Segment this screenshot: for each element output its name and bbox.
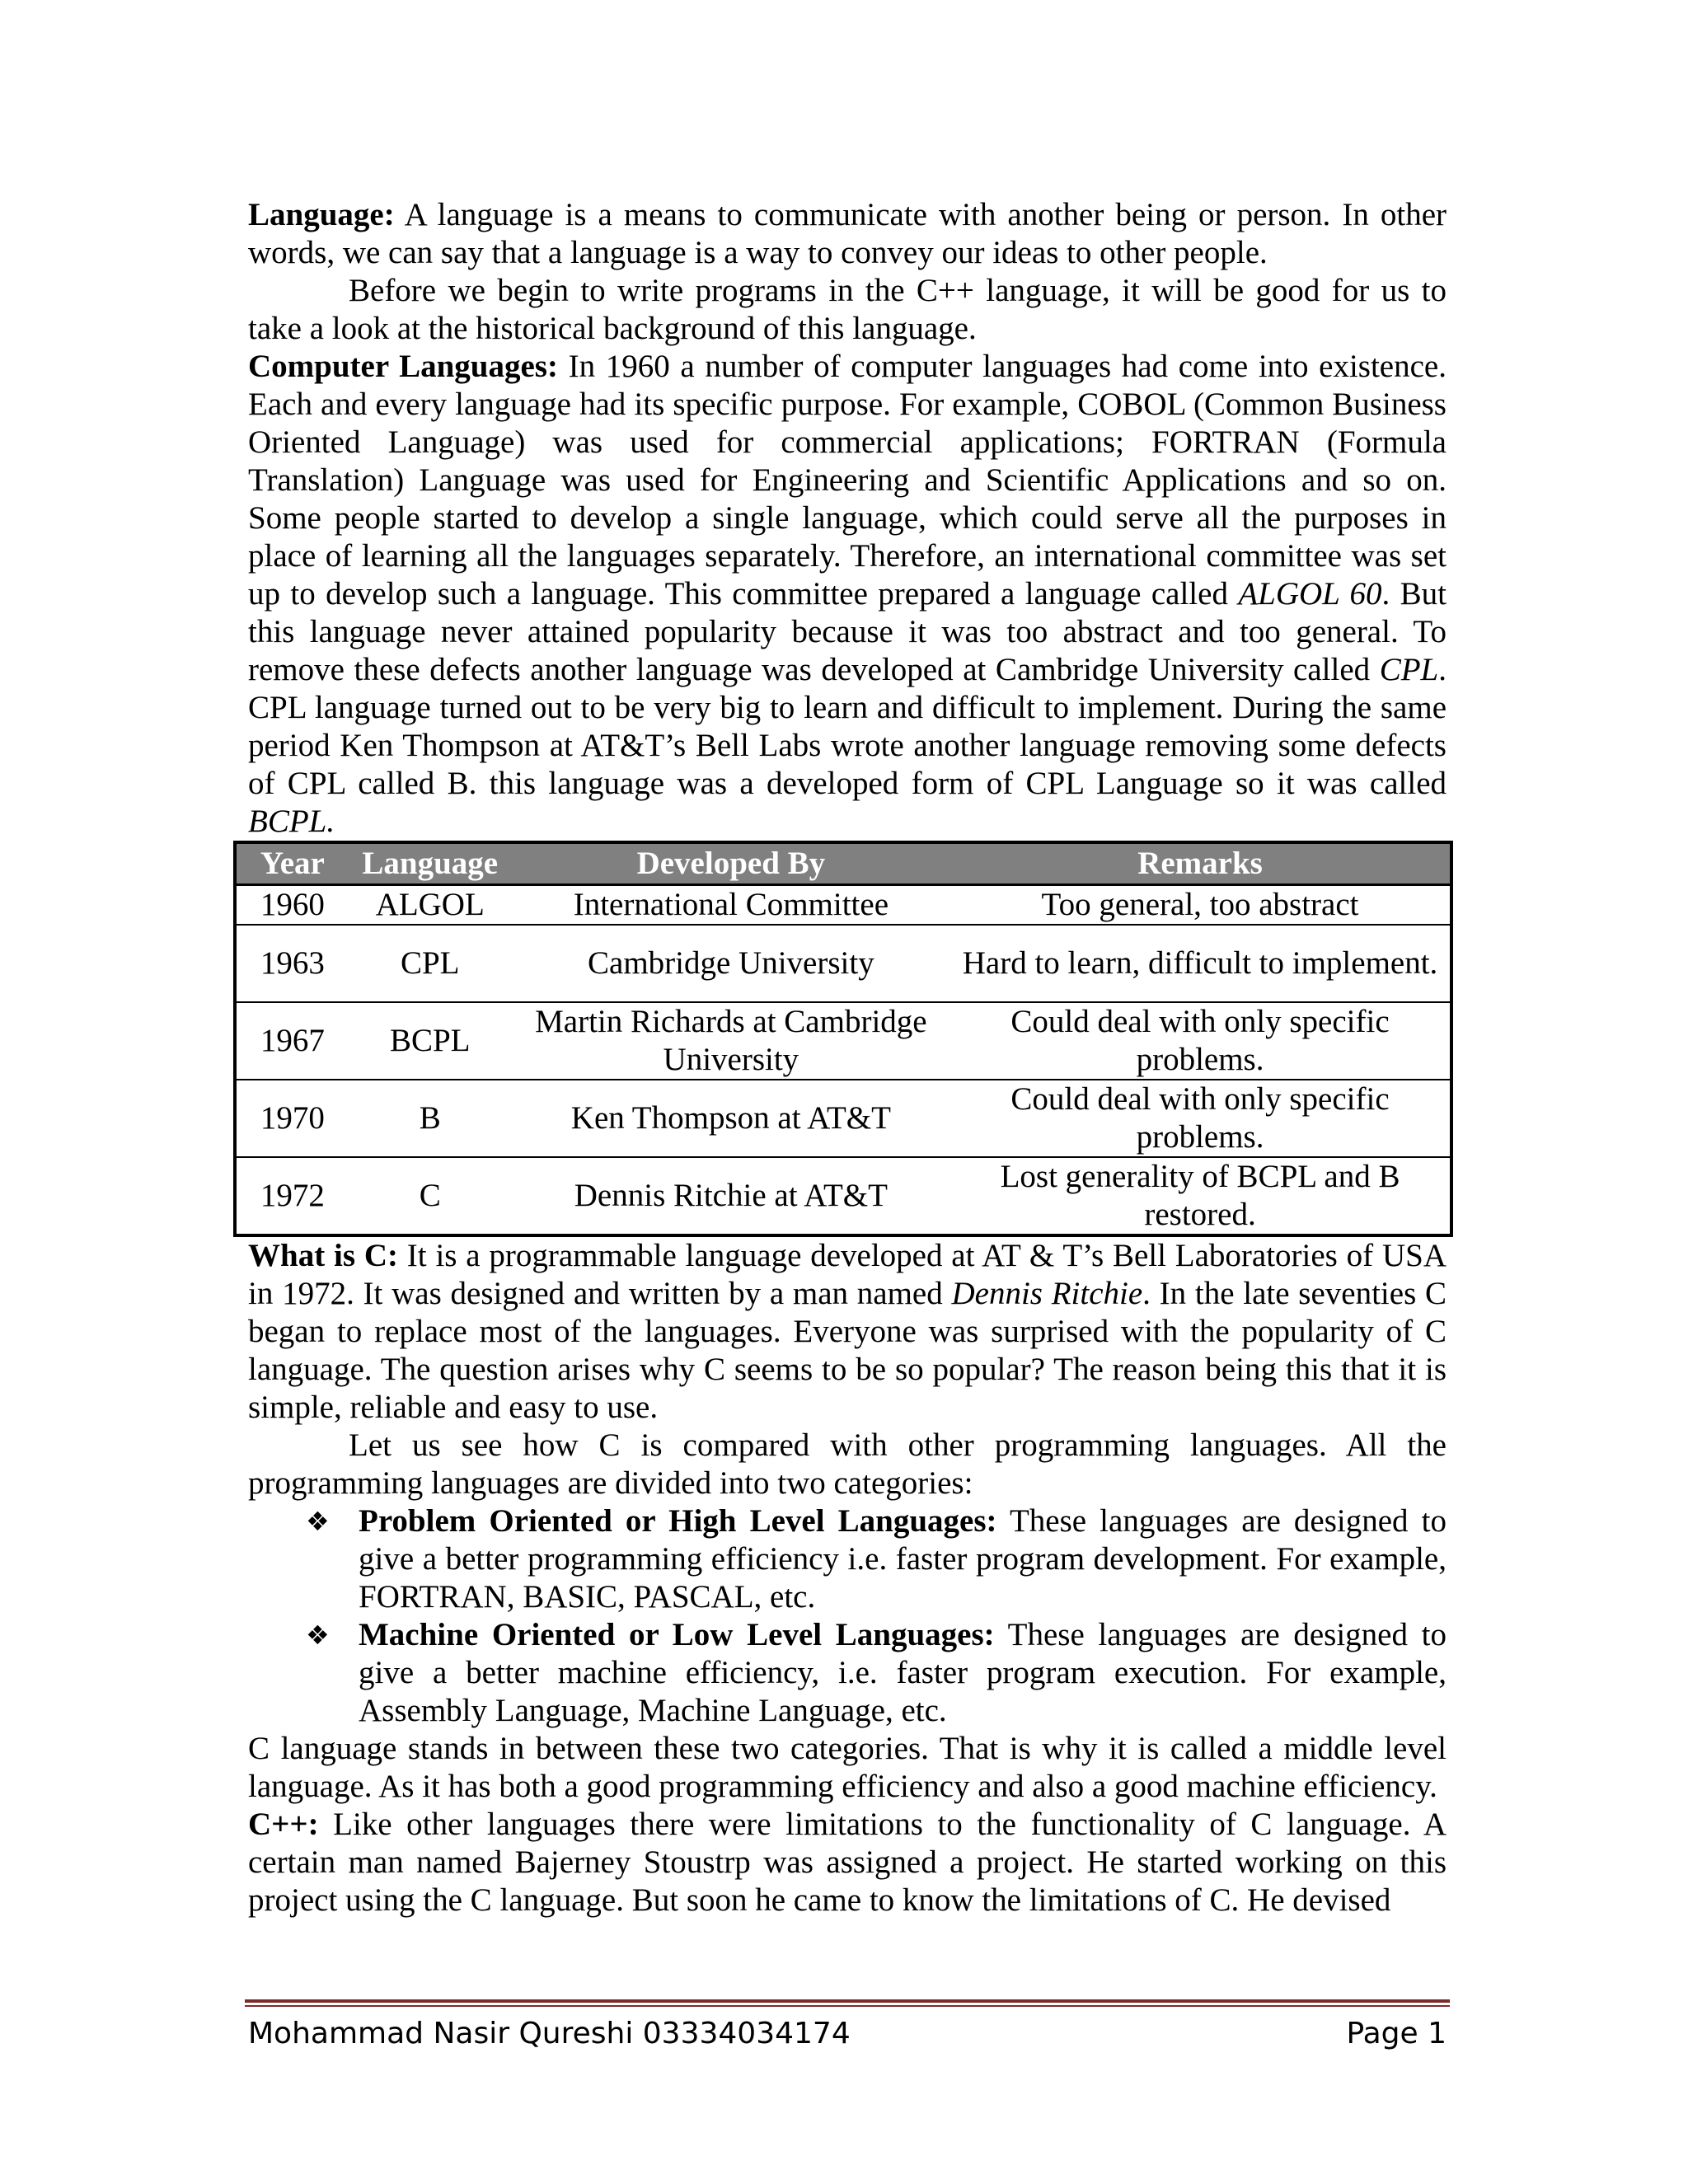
cell-year: 1960 <box>235 885 349 926</box>
cpp-paragraph <box>248 1806 1447 1919</box>
category-text: These languages are designed to give a better machine efficiency, i.e. faster program execution. For example, Assembly Language, Machine Language, etc. <box>359 1617 1447 1728</box>
footer-rule <box>245 1999 1450 2003</box>
what-is-c-paragraph <box>248 1237 1447 1427</box>
computer-languages-term: Computer Languages: <box>248 349 558 384</box>
cell-remarks: Could deal with only specific problems. <box>950 1080 1451 1157</box>
cell-remarks: Lost generality of BCPL and B restored. <box>950 1157 1451 1235</box>
language-paragraph <box>248 196 1447 272</box>
ritchie-name: Dennis Ritchie <box>951 1276 1143 1311</box>
cell-developed-by: Martin Richards at Cambridge University <box>512 1002 950 1080</box>
what-is-c-text-1: It is a programmable language developed at AT & T’s Bell Laboratories of USA in 1972. It was designed and written by a man named <box>248 1238 1447 1311</box>
algol-name: ALGOL 60 <box>1238 576 1382 612</box>
list-item <box>248 1616 1447 1730</box>
table-header-row <box>235 842 1451 885</box>
page-body <box>248 196 1447 1919</box>
cell-remarks: Could deal with only specific problems. <box>950 1002 1451 1080</box>
table-row <box>235 1002 1451 1080</box>
comparison-paragraph: Let us see how C is compared with other programming languages. All the programming languages are divided into two categories: <box>248 1427 1447 1501</box>
bcpl-name: BCPL. <box>248 804 335 839</box>
cell-year: 1972 <box>235 1157 349 1235</box>
cell-year: 1970 <box>235 1080 349 1157</box>
table-row <box>235 885 1451 926</box>
header-remarks: Remarks <box>950 842 1451 885</box>
header-year: Year <box>235 842 349 885</box>
page-footer <box>248 2013 1447 2055</box>
language-history-table <box>233 841 1453 1237</box>
cell-developed-by: Cambridge University <box>512 925 950 1002</box>
cell-developed-by: Ken Thompson at AT&T <box>512 1080 950 1157</box>
cpp-text: Like other languages there were limitations to the functionality of C language. A certain man named Bajerney Stoustrp was assigned a project. He started working on this project using the C language. But soon he came to know the limitations of C. He devised <box>248 1807 1447 1918</box>
what-is-c-text-2: . In the late seventies C began to replace most of the languages. Everyone was surprised with the popularity of C language. The question arises why C seems to be so popular? The reason being this that it is simple, reliable and easy to use. <box>248 1276 1447 1425</box>
cell-language: CPL <box>349 925 512 1002</box>
cell-year: 1967 <box>235 1002 349 1080</box>
computer-languages-text-3: . CPL language turned out to be very big to learn and difficult to implement. During the same period Ken Thompson at AT&T’s Bell Labs wrote another language removing some defects of CPL called B. this language was a developed form of CPL Language so it was called <box>248 652 1447 801</box>
diamond-bullet-icon: ❖ <box>306 1619 330 1651</box>
header-language: Language <box>349 842 512 885</box>
cpl-name: CPL <box>1379 652 1439 687</box>
what-is-c-term: What is C: <box>248 1238 398 1273</box>
cell-year: 1963 <box>235 925 349 1002</box>
cpp-term: C++: <box>248 1807 319 1842</box>
cell-developed-by: Dennis Ritchie at AT&T <box>512 1157 950 1235</box>
cell-remarks: Too general, too abstract <box>950 885 1451 926</box>
category-text: These languages are designed to give a better programming efficiency i.e. faster program development. For example, FORTRAN, BASIC, PASCAL, etc. <box>359 1503 1447 1615</box>
table-row <box>235 1080 1451 1157</box>
before-paragraph: Before we begin to write programs in the C++ language, it will be good for us to take a look at the historical background of this language. <box>248 273 1447 346</box>
language-categories-list <box>248 1502 1447 1730</box>
category-term: Problem Oriented or High Level Languages: <box>359 1503 997 1539</box>
page-number: Page 1 <box>1346 2017 1447 2050</box>
cell-language: ALGOL <box>349 885 512 926</box>
language-definition: A language is a means to communicate with another being or person. In other words, we can say that a language is a way to convey our ideas to other people. <box>248 197 1447 270</box>
diamond-bullet-icon: ❖ <box>306 1506 330 1537</box>
list-item <box>248 1502 1447 1616</box>
cell-language: BCPL <box>349 1002 512 1080</box>
cell-remarks: Hard to learn, difficult to implement. <box>950 925 1451 1002</box>
cell-developed-by: International Committee <box>512 885 950 926</box>
table-row <box>235 1157 1451 1235</box>
category-term: Machine Oriented or Low Level Languages: <box>359 1617 995 1652</box>
computer-languages-text-2: . But this language never attained popularity because it was too abstract and too general. To remove these defects another language was developed at Cambridge University called <box>248 576 1447 687</box>
footer-rule-thin <box>245 2005 1450 2007</box>
header-developed-by: Developed By <box>512 842 950 885</box>
cell-language: B <box>349 1080 512 1157</box>
middle-level-paragraph: C language stands in between these two categories. That is why it is called a middle level language. As it has both a good programming efficiency and also a good machine efficiency. <box>248 1731 1447 1804</box>
language-term: Language: <box>248 197 395 232</box>
computer-languages-text-1: In 1960 a number of computer languages had come into existence. Each and every language had its specific purpose. For example, COBOL (Common Business Oriented Language) was used for commercial applications; FORTRAN (Formula Translation) Language was used for Engineering and Scientific Applications and so on. Some people started to develop a single language, which could serve all the purposes in place of learning all the languages separately. Therefore, an international committee was set up to develop such a language. This committee prepared a language called <box>248 349 1447 612</box>
cell-language: C <box>349 1157 512 1235</box>
computer-languages-paragraph <box>248 348 1447 841</box>
table-row <box>235 925 1451 1002</box>
footer-author: Mohammad Nasir Qureshi 03334034174 <box>248 2017 851 2050</box>
